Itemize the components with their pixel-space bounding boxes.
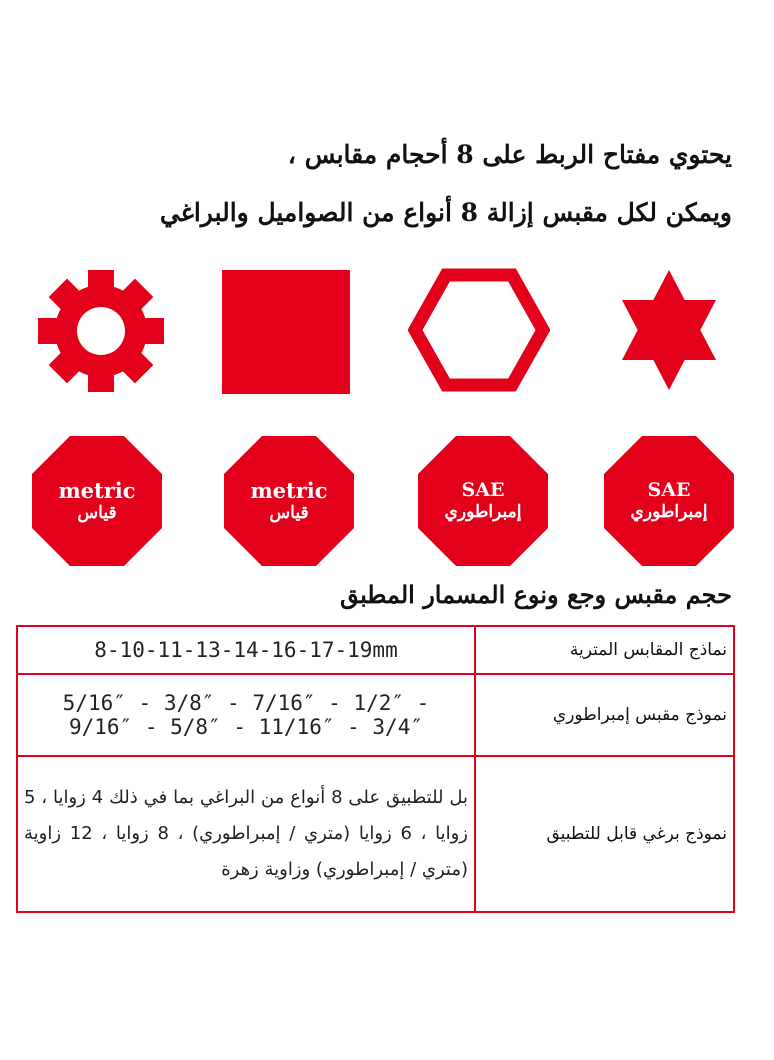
six-point-star-icon [616, 268, 722, 392]
applicable-bolts-value: بل للتطبيق على 8 أنواع من البراغي بما في ذلك 4 زوايا ، 5 زوايا ، 6 زوايا (متري / إمبراطوري) ، 8 زوايا ، 12 زاوية (متري / إمبراطوري) وزاوية زهرة [17, 756, 475, 912]
badge-top-text: SAE [647, 479, 691, 502]
badge-bottom-text: إمبراطوري [630, 502, 708, 523]
table-row [17, 756, 734, 912]
table-row [17, 626, 734, 674]
badge-top-text: SAE [461, 479, 505, 502]
imperial-sizes-value [17, 674, 475, 756]
sae-badge [418, 436, 548, 566]
metric-badge [224, 436, 354, 566]
badge-bottom-text: إمبراطوري [444, 502, 522, 523]
imperial-sizes-line-1: 5/16″ - 3/8″ - 7/16″ - 1/2″ - [62, 691, 430, 715]
socket-spec-table [16, 625, 735, 913]
hexagon-outline-icon [408, 268, 550, 392]
imperial-sizes-line-2: 9/16″ - 5/8″ - 11/16″ - 3/4″ [68, 715, 423, 739]
gear-icon [38, 270, 164, 392]
metric-sizes-label: نماذج المقابس المترية [475, 626, 734, 674]
imperial-sizes-label: نموذج مقبس إمبراطوري [475, 674, 734, 756]
table-row [17, 674, 734, 756]
metric-sizes-value: 8-10-11-13-14-16-17-19mm [17, 626, 475, 674]
badge-bottom-text: قياس [269, 503, 309, 524]
square-icon [222, 270, 350, 394]
heading-line-2: ويمكن لكل مقبس إزالة 8 أنواع من الصواميل والبراغي [159, 198, 732, 227]
table-title: حجم مقبس وجع ونوع المسمار المطبق [340, 580, 732, 609]
heading-line-1: يحتوي مفتاح الربط على 8 أحجام مقابس ، [287, 140, 732, 169]
sae-badge [604, 436, 734, 566]
badge-top-text: metric [250, 478, 328, 504]
badge-bottom-text: قياس [77, 503, 117, 524]
metric-badge [32, 436, 162, 566]
badge-top-text: metric [58, 478, 136, 504]
applicable-bolts-label: نموذج برغي قابل للتطبيق [475, 756, 734, 912]
